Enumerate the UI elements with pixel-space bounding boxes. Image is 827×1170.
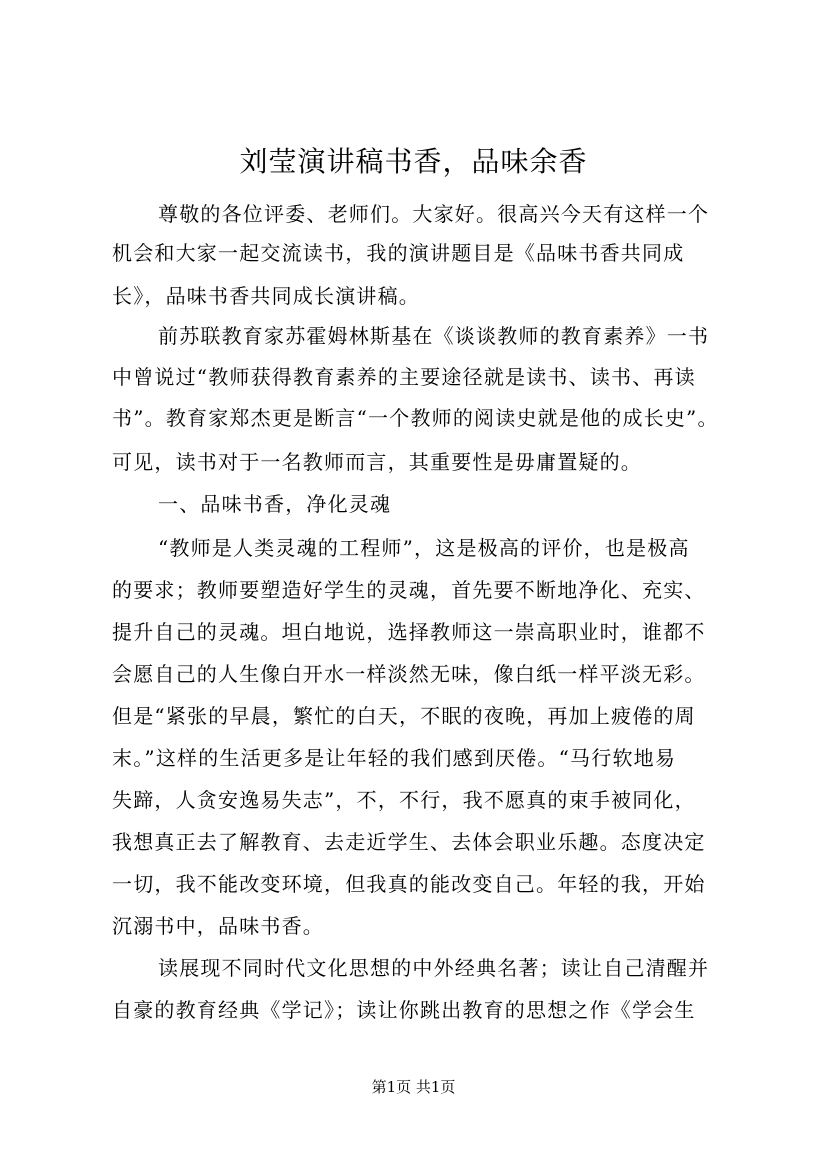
page-number: 第1页 共1页 [371, 1078, 456, 1096]
body-line: 会愿自己的人生像白开水一样淡然无味，像白纸一样平淡无彩。 [112, 662, 706, 686]
body-line: 失蹄，人贪安逸易失志”，不，不行，我不愿真的束手被同化， [112, 788, 696, 812]
section-heading: 一、品味书香，净化灵魂 [158, 492, 392, 516]
body-line: 但是“紧张的早晨，繁忙的白天，不眠的夜晚，再加上疲倦的周 [112, 704, 696, 728]
body-line: 书”。教育家郑杰更是断言“一个教师的阅读史就是他的成长史”。 [112, 406, 719, 430]
body-line: 尊敬的各位评委、老师们。大家好。很高兴今天有这样一个 [158, 202, 710, 226]
body-line: 的要求；教师要塑造好学生的灵魂，首先要不断地净化、充实、 [112, 578, 706, 602]
body-line: 读展现不同时代文化思想的中外经典名著；读让自己清醒并 [158, 956, 710, 980]
body-line: 一切，我不能改变环境，但我真的能改变自己。年轻的我，开始 [112, 872, 706, 896]
body-line: 可见，读书对于一名教师而言，其重要性是毋庸置疑的。 [112, 450, 642, 474]
body-line: 长》，品味书香共同成长演讲稿。 [112, 284, 420, 308]
body-line: 机会和大家一起交流读书，我的演讲题目是《品味书香共同成 [112, 241, 685, 265]
body-line: 自豪的教育经典《学记》；读让你跳出教育的思想之作《学会生 [112, 998, 696, 1022]
body-line: 提升自己的灵魂。坦白地说，选择教师这一崇高职业时，谁都不 [112, 620, 706, 644]
body-line: 中曾说过“教师获得教育素养的主要途径就是读书、读书、再读 [112, 365, 696, 389]
body-line: 前苏联教育家苏霍姆林斯基在《谈谈教师的教育素养》一书 [158, 324, 710, 348]
body-line: “教师是人类灵魂的工程师”，这是极高的评价，也是极高 [158, 536, 690, 560]
body-line: 沉溺书中，品味书香。 [112, 914, 324, 938]
document-title: 刘莹演讲稿书香，品味余香 [239, 145, 588, 178]
body-line: 我想真正去了解教育、去走近学生、去体会职业乐趣。态度决定 [112, 830, 706, 854]
body-line: 末。”这样的生活更多是让年轻的我们感到厌倦。“马行软地易 [112, 746, 677, 770]
